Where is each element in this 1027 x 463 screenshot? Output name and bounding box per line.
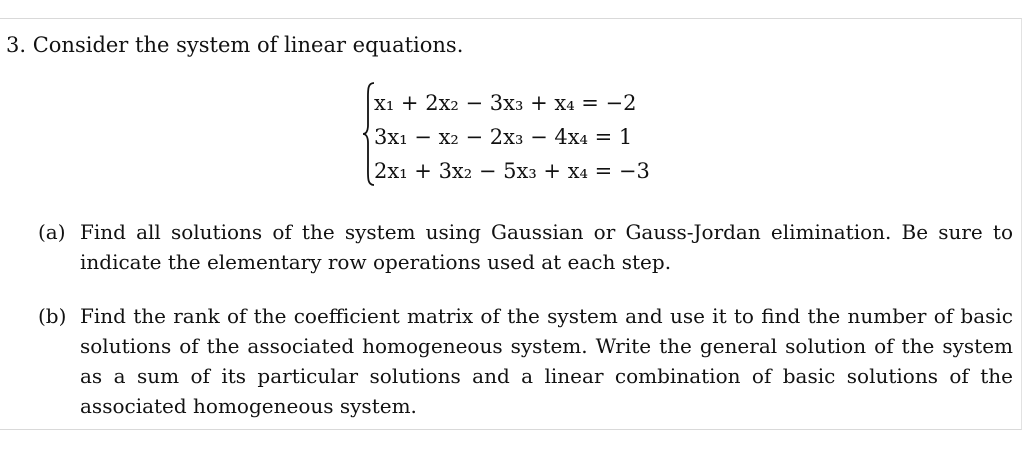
part-b-text: Find the rank of the coefficient matrix of the system and use it to find the number of basic solutions of the associated homogeneous system. Write the general solution of the system as a sum of its particular solutions and a linear combination of basic solutions of the associated homogeneous system. bbox=[80, 304, 1013, 418]
part-a-text: Find all solutions of the system using Gaussian or Gauss-Jordan elimination. Be sure to indicate the elementary row operations used at each step. bbox=[80, 220, 1013, 274]
problem-card bbox=[0, 18, 1022, 430]
equation-2: 3x₁ − x₂ − 2x₃ − 4x₄ = 1 bbox=[374, 125, 633, 149]
part-b-label: (b) bbox=[38, 304, 67, 328]
problem-heading: 3. Consider the system of linear equations. bbox=[6, 33, 464, 57]
equation-system bbox=[362, 81, 682, 189]
part-a bbox=[38, 217, 1013, 277]
part-b bbox=[38, 301, 1013, 421]
part-a-label: (a) bbox=[38, 220, 66, 244]
equation-1: x₁ + 2x₂ − 3x₃ + x₄ = −2 bbox=[374, 91, 637, 115]
equation-3: 2x₁ + 3x₂ − 5x₃ + x₄ = −3 bbox=[374, 159, 650, 183]
